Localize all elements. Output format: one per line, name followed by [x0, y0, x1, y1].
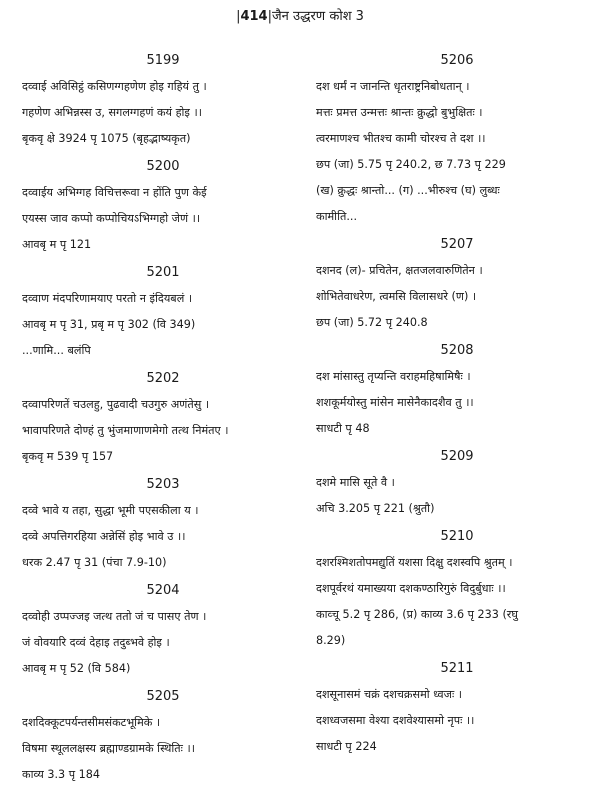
entry-line: दश धर्मं न जानन्ति धृतराष्ट्रनिबोधतान् । [316, 80, 470, 93]
entry-line: शोभितेवाधरेण, त्वमसि विलासधरे (ण) । [316, 290, 477, 303]
entry-reference: छप (जा) 5.72 पृ 240.8 [316, 316, 428, 329]
left-column [22, 48, 304, 790]
entry-number: 5208 [440, 343, 474, 358]
entry-line: दशपूर्वरथं यमाख्यया दशकण्ठारिगुरुं विदुर्बुधाः ।। [316, 582, 506, 595]
entry-number: 5210 [440, 529, 474, 544]
entry-number: 5199 [146, 53, 180, 68]
entry-line: दव्वे अपत्तिगरहिया अन्नेसिं होइ भावे उ ।। [22, 530, 186, 543]
entry-number: 5209 [440, 449, 474, 464]
entry-number: 5200 [146, 159, 180, 174]
entry-line: जं वोवयारि दव्वं देहाइ तदुब्भवे होइ । [22, 636, 170, 649]
page-header: |414|जैन उद्धरण कोश 3 [236, 9, 364, 24]
entry-line: दव्वाईय अभिग्गह विचित्तरूवा न होंति पुण केई [22, 186, 207, 199]
entry-line: दशध्वजसमा वेश्या दशवेश्यासमो नृपः ।। [316, 714, 475, 727]
entry-line: दश मांसास्तु तृप्यन्ति वराहमहिषामिषैः । [316, 370, 471, 383]
entry-line: दशरश्मिशतोपमद्युतिं यशसा दिक्षु दशस्वपि श्रुतम् । [316, 556, 513, 569]
entry [22, 684, 304, 788]
entry-number: 5204 [146, 583, 180, 598]
entry [22, 578, 304, 682]
entry-line: विषमा स्थूललक्षस्य ब्रह्माण्डग्रामके स्थितिः ।। [22, 742, 195, 755]
entry [22, 472, 304, 576]
book-title: जैन उद्धरण कोश 3 [271, 9, 364, 24]
entry-number: 5205 [146, 689, 180, 704]
entry-reference: काव्य 3.3 पृ 184 [22, 768, 100, 781]
entry [22, 260, 304, 364]
entry-reference: छप (जा) 5.75 पृ 240.2, छ 7.73 पृ 229 [316, 158, 506, 171]
entry-reference: बृकवृ म 539 पृ 157 [22, 450, 114, 463]
entry-reference: 8.29) [316, 634, 346, 647]
entry-number: 5206 [440, 53, 474, 68]
entry-line: दशदिक्कूटपर्यन्तसीमसंकटभूमिके । [22, 716, 161, 729]
entry [22, 366, 304, 470]
entry-reference: अचि 3.205 पृ 221 (श्रुतौ) [316, 502, 435, 515]
entry-line: भावापरिणते दोण्हं तु भुंजमाणाणमेगो तत्थ निमंतए । [22, 424, 229, 437]
entry [316, 338, 598, 442]
entry-variant: ...णामि... बलंपि [22, 344, 91, 357]
entry [316, 48, 598, 230]
entry-reference: आवबृ म पृ 31, प्रबृ म पृ 302 (वि 349) [22, 318, 196, 331]
entry-line: दव्वापरिणतें चउलहु, पुढवादी चउगुरु अणंतेसु । [22, 398, 210, 411]
entry-line: दशनद (ल)- प्रचितेन, क्षतजलवारुणितेन । [316, 264, 483, 277]
entry-number: 5211 [440, 661, 474, 676]
entry-line: दव्वाण मंदपरिणामयाए परतो न इंदियबलं । [22, 292, 193, 305]
right-column [316, 48, 598, 762]
entry-reference: काव्चू 5.2 पृ 286, (प्र) काव्य 3.6 पृ 233 (रघु [316, 608, 518, 621]
entry-number: 5201 [146, 265, 180, 280]
entry-line: दव्वे भावे य तहा, सुद्धा भूमी पएसकीला य । [22, 504, 199, 517]
entry [22, 48, 304, 152]
entry-reference: आवबृ म पृ 121 [22, 238, 92, 251]
entry-reference: धरक 2.47 पृ 31 (पंचा 7.9-10) [22, 556, 167, 569]
entry-line: मत्तः प्रमत्त उन्मत्तः श्रान्तः क्रुद्धो बुभुक्षितः । [316, 106, 483, 119]
entry-line: दव्वाई अविसिट्ठं कसिणग्गहणेण होइ गहियं तु । [22, 80, 207, 93]
entry [316, 524, 598, 654]
entry-line: दशमे मासि सूते वै । [316, 476, 395, 489]
entry [316, 232, 598, 336]
entry-line: दव्वोही उप्पज्जइ जत्थ ततो जं च पासए तेण । [22, 610, 207, 623]
entry-reference: साधटी पृ 224 [316, 740, 377, 753]
page-number: 414 [240, 9, 268, 24]
entry-variant: (ख) क्रुद्धः श्रान्तो... (ग) ...भीरुश्च (घ) लुब्धः [316, 184, 500, 197]
entry-line: एयस्स जाव कप्पो कप्पोचियऽभिग्गहो जेणं ।। [22, 212, 201, 225]
entry [316, 444, 598, 522]
entry-number: 5207 [440, 237, 474, 252]
entry-line: शशकूर्मयोस्तु मांसेन मासेनैकादशैव तु ।। [316, 396, 474, 409]
entry [22, 154, 304, 258]
entry-number: 5203 [146, 477, 180, 492]
entry-reference: बृकवृ क्षे 3924 पृ 1075 (बृहद्भाष्यकृत) [22, 132, 191, 145]
entry-reference: साधटी पृ 48 [316, 422, 370, 435]
entry-variant: कामीति... [316, 210, 358, 223]
entry-line: गहणेण अभिन्नस्स उ, सगलग्गहणं कयं होइ ।। [22, 106, 202, 119]
entry-line: दशसूनासमं चक्रं दशचक्रसमो ध्वजः । [316, 688, 463, 701]
entry-line: त्वरमाणश्च भीतश्च कामी चोरश्च ते दश ।। [316, 132, 486, 145]
entry [316, 656, 598, 760]
entry-reference: आवबृ म पृ 52 (वि 584) [22, 662, 131, 675]
entry-number: 5202 [146, 371, 180, 386]
